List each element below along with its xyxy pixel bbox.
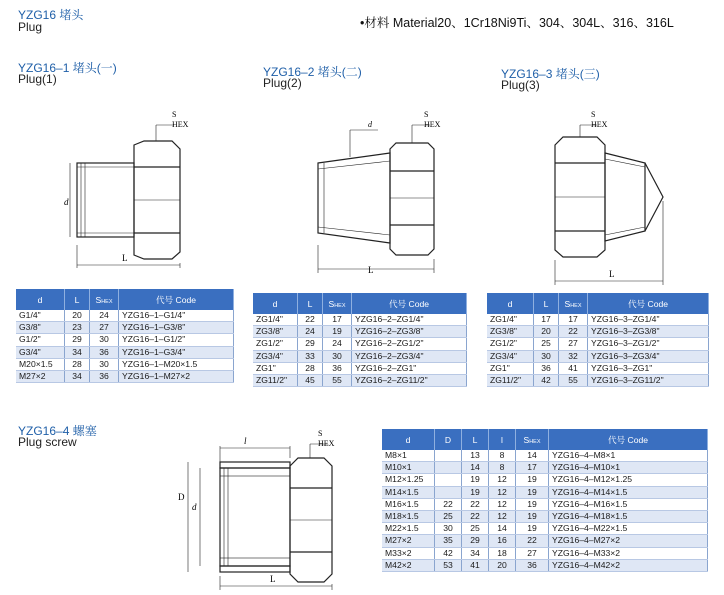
dim-hex-label: HEX <box>424 120 441 129</box>
table-cell: M16×1.5 <box>382 498 435 510</box>
table-cell: 18 <box>489 547 516 559</box>
table-cell: ZG1/4" <box>487 314 534 326</box>
table-cell: M20×1.5 <box>16 358 65 370</box>
table-cell: M18×1.5 <box>382 510 435 522</box>
col-d: d <box>16 290 65 311</box>
table-cell: YZG16–1–G3/8" <box>119 322 234 334</box>
table-cell <box>435 474 462 486</box>
table-cell: ZG3/4" <box>487 350 534 362</box>
table-cell: G3/8" <box>16 322 65 334</box>
table-cell: YZG16–4–M22×1.5 <box>549 523 708 535</box>
table-cell: G1/2" <box>16 334 65 346</box>
section-title-plug1: YZG16–1 堵头(一) <box>18 61 117 75</box>
table-cell: G3/4" <box>16 346 65 358</box>
table-cell: 53 <box>435 559 462 571</box>
col-d: d <box>253 294 298 315</box>
dim-s-label: S <box>172 110 177 119</box>
dim-hex-label: HEX <box>318 439 335 448</box>
table-cell: YZG16–4–M12×1.25 <box>549 474 708 486</box>
table-cell: 33 <box>298 350 323 362</box>
table-row <box>16 370 234 382</box>
table-cell: 36 <box>534 362 559 374</box>
table-cell: ZG1/4" <box>253 314 298 326</box>
table-cell: 8 <box>489 462 516 474</box>
table-cell: 20 <box>65 310 90 322</box>
table-cell: 34 <box>65 370 90 382</box>
table-cell: ZG3/8" <box>487 326 534 338</box>
dim-L-label: L <box>270 574 276 584</box>
table-cell: 22 <box>559 326 588 338</box>
table-cell: 22 <box>516 535 549 547</box>
plug2-drawing <box>300 105 500 280</box>
table-cell: 14 <box>516 450 549 462</box>
table-cell: 42 <box>435 547 462 559</box>
table-cell: 30 <box>90 358 119 370</box>
table-cell: 19 <box>516 523 549 535</box>
table-cell: 17 <box>516 462 549 474</box>
table-row <box>382 450 708 462</box>
table-cell: YZG16–1–M27×2 <box>119 370 234 382</box>
table-row <box>16 322 234 334</box>
table-cell: 25 <box>435 510 462 522</box>
table-row <box>382 510 708 522</box>
table-cell: 36 <box>90 370 119 382</box>
table-cell: 36 <box>516 559 549 571</box>
col-s-hex: SHEX <box>90 290 119 311</box>
table-cell: 12 <box>489 510 516 522</box>
plug3-spec-table <box>487 293 709 387</box>
table-row <box>16 310 234 322</box>
table-cell: 17 <box>323 314 352 326</box>
table-row <box>487 374 709 386</box>
table-row <box>382 535 708 547</box>
table-cell: 45 <box>298 374 323 386</box>
col-L: L <box>298 294 323 315</box>
plug-screw-drawing <box>160 428 360 593</box>
dim-L-label: L <box>609 269 615 279</box>
material-note: •材料 Material20、1Cr18Ni9Ti、304、304L、316、316L <box>360 16 674 30</box>
col-code: 代号 Code <box>119 290 234 311</box>
table-cell: 16 <box>489 535 516 547</box>
table-cell: YZG16–2–ZG1/4" <box>352 314 467 326</box>
section-subtitle-plug2: Plug(2) <box>263 76 302 90</box>
table-row <box>16 334 234 346</box>
table-row <box>253 362 467 374</box>
dim-s-label: S <box>591 110 596 119</box>
section-title-plug-screw: YZG16–4 螺塞 <box>18 424 97 438</box>
table-cell: 22 <box>298 314 323 326</box>
table-cell: 19 <box>462 486 489 498</box>
table-cell: 36 <box>90 346 119 358</box>
table-cell: 28 <box>298 362 323 374</box>
table-cell: ZG11/2" <box>253 374 298 386</box>
col-D: D <box>435 430 462 451</box>
table-cell: ZG1" <box>487 362 534 374</box>
col-s-hex: SHEX <box>516 430 549 451</box>
dim-L-label: L <box>122 253 128 263</box>
table-cell <box>435 462 462 474</box>
table-row <box>487 314 709 326</box>
table-cell: 30 <box>90 334 119 346</box>
table-cell: 20 <box>534 326 559 338</box>
dim-d-label: d <box>64 197 69 207</box>
table-cell: 55 <box>559 374 588 386</box>
table-row <box>382 486 708 498</box>
table-cell: M42×2 <box>382 559 435 571</box>
table-cell: 22 <box>462 498 489 510</box>
col-d: d <box>487 294 534 315</box>
table-cell: ZG1/2" <box>487 338 534 350</box>
dim-hex-label: HEX <box>172 120 189 129</box>
table-cell: 19 <box>516 510 549 522</box>
table-cell: 29 <box>462 535 489 547</box>
dim-l-label: l <box>244 436 247 446</box>
section-subtitle-plug-screw: Plug screw <box>18 435 77 449</box>
table-cell: 20 <box>489 559 516 571</box>
table-cell: 30 <box>323 350 352 362</box>
table-cell: YZG16–3–ZG1" <box>588 362 709 374</box>
table-cell: 42 <box>534 374 559 386</box>
table-cell: 55 <box>323 374 352 386</box>
table-cell: 23 <box>65 322 90 334</box>
col-s-hex: SHEX <box>559 294 588 315</box>
table-cell: 22 <box>435 498 462 510</box>
table-cell: 19 <box>516 498 549 510</box>
table-cell: 8 <box>489 450 516 462</box>
table-cell: 19 <box>516 486 549 498</box>
table-cell: 24 <box>90 310 119 322</box>
table-cell: 30 <box>435 523 462 535</box>
table-cell: YZG16–2–ZG1/2" <box>352 338 467 350</box>
table-cell: YZG16–4–M42×2 <box>549 559 708 571</box>
table-cell: ZG1" <box>253 362 298 374</box>
table-cell: 27 <box>90 322 119 334</box>
table-cell: YZG16–1–M20×1.5 <box>119 358 234 370</box>
col-d: d <box>382 430 435 451</box>
table-cell: M12×1.25 <box>382 474 435 486</box>
col-L: L <box>462 430 489 451</box>
col-code: 代号 Code <box>549 430 708 451</box>
dim-d-label: d <box>368 120 372 129</box>
col-code: 代号 Code <box>352 294 467 315</box>
col-code: 代号 Code <box>588 294 709 315</box>
dim-s-label: S <box>318 429 323 438</box>
table-cell: YZG16–4–M14×1.5 <box>549 486 708 498</box>
table-row <box>253 374 467 386</box>
table-row <box>253 314 467 326</box>
table-cell: YZG16–3–ZG1/4" <box>588 314 709 326</box>
section-title-plug2: YZG16–2 堵头(二) <box>263 65 362 79</box>
table-cell: 36 <box>323 362 352 374</box>
table-cell <box>435 486 462 498</box>
table-cell: M10×1 <box>382 462 435 474</box>
table-cell: 25 <box>534 338 559 350</box>
table-cell: 27 <box>559 338 588 350</box>
table-row <box>382 547 708 559</box>
table-row <box>253 326 467 338</box>
table-cell: 35 <box>435 535 462 547</box>
table-cell: 28 <box>65 358 90 370</box>
table-cell: YZG16–4–M33×2 <box>549 547 708 559</box>
table-cell: 41 <box>559 362 588 374</box>
table-cell: 12 <box>489 474 516 486</box>
table-cell: YZG16–4–M18×1.5 <box>549 510 708 522</box>
table-cell: M22×1.5 <box>382 523 435 535</box>
table-cell: 17 <box>559 314 588 326</box>
section-subtitle-plug1: Plug(1) <box>18 72 57 86</box>
plug3-drawing <box>535 105 720 285</box>
table-cell: YZG16–2–ZG11/2" <box>352 374 467 386</box>
table-cell: 41 <box>462 559 489 571</box>
plug1-spec-table <box>16 289 234 383</box>
page-title: YZG16 堵头 <box>18 8 84 22</box>
col-L: L <box>534 294 559 315</box>
table-cell: YZG16–2–ZG3/4" <box>352 350 467 362</box>
table-cell: ZG3/8" <box>253 326 298 338</box>
table-cell: ZG1/2" <box>253 338 298 350</box>
table-cell: YZG16–2–ZG3/8" <box>352 326 467 338</box>
table-cell: 34 <box>462 547 489 559</box>
table-cell: YZG16–4–M10×1 <box>549 462 708 474</box>
dim-d-label: d <box>192 502 197 512</box>
table-cell: YZG16–3–ZG3/8" <box>588 326 709 338</box>
table-cell: M8×1 <box>382 450 435 462</box>
table-cell: 19 <box>323 326 352 338</box>
table-cell: YZG16–4–M8×1 <box>549 450 708 462</box>
table-cell: 24 <box>323 338 352 350</box>
col-s-hex: SHEX <box>323 294 352 315</box>
table-cell: ZG11/2" <box>487 374 534 386</box>
table-cell: YZG16–1–G1/4" <box>119 310 234 322</box>
table-cell: YZG16–1–G1/2" <box>119 334 234 346</box>
table-cell: 25 <box>462 523 489 535</box>
plug1-drawing <box>60 105 260 280</box>
table-row <box>382 498 708 510</box>
table-cell: 34 <box>65 346 90 358</box>
table-row <box>16 358 234 370</box>
table-row <box>487 338 709 350</box>
table-cell: 22 <box>462 510 489 522</box>
dim-L-label: L <box>368 265 374 275</box>
table-row <box>382 559 708 571</box>
table-cell: M33×2 <box>382 547 435 559</box>
dim-s-label: S <box>424 110 429 119</box>
table-cell: 19 <box>516 474 549 486</box>
table-cell: 12 <box>489 486 516 498</box>
table-cell: 17 <box>534 314 559 326</box>
table-row <box>487 326 709 338</box>
table-cell: M27×2 <box>16 370 65 382</box>
table-cell: M14×1.5 <box>382 486 435 498</box>
dim-D-label: D <box>178 492 185 502</box>
col-l: l <box>489 430 516 451</box>
table-cell: 27 <box>516 547 549 559</box>
plug-screw-spec-table <box>382 429 708 572</box>
table-cell: G1/4" <box>16 310 65 322</box>
table-cell: 14 <box>489 523 516 535</box>
table-cell: YZG16–3–ZG1/2" <box>588 338 709 350</box>
table-cell <box>435 450 462 462</box>
table-cell: 32 <box>559 350 588 362</box>
table-cell: 29 <box>298 338 323 350</box>
table-cell: 12 <box>489 498 516 510</box>
table-cell: ZG3/4" <box>253 350 298 362</box>
table-cell: 14 <box>462 462 489 474</box>
table-cell: 13 <box>462 450 489 462</box>
table-cell: 24 <box>298 326 323 338</box>
table-cell: YZG16–4–M16×1.5 <box>549 498 708 510</box>
table-cell: YZG16–3–ZG11/2" <box>588 374 709 386</box>
table-row <box>253 338 467 350</box>
table-row <box>16 346 234 358</box>
table-cell: 30 <box>534 350 559 362</box>
section-title-plug3: YZG16–3 堵头(三) <box>501 67 600 81</box>
table-cell: YZG16–4–M27×2 <box>549 535 708 547</box>
table-row <box>382 523 708 535</box>
table-row <box>487 350 709 362</box>
table-cell: YZG16–2–ZG1" <box>352 362 467 374</box>
table-cell: YZG16–1–G3/4" <box>119 346 234 358</box>
page-subtitle: Plug <box>18 20 43 34</box>
table-cell: YZG16–3–ZG3/4" <box>588 350 709 362</box>
table-row <box>382 462 708 474</box>
col-L: L <box>65 290 90 311</box>
table-row <box>382 474 708 486</box>
table-row <box>253 350 467 362</box>
table-cell: 29 <box>65 334 90 346</box>
table-cell: 19 <box>462 474 489 486</box>
dim-hex-label: HEX <box>591 120 608 129</box>
section-subtitle-plug3: Plug(3) <box>501 78 540 92</box>
plug2-spec-table <box>253 293 467 387</box>
table-row <box>487 362 709 374</box>
table-cell: M27×2 <box>382 535 435 547</box>
